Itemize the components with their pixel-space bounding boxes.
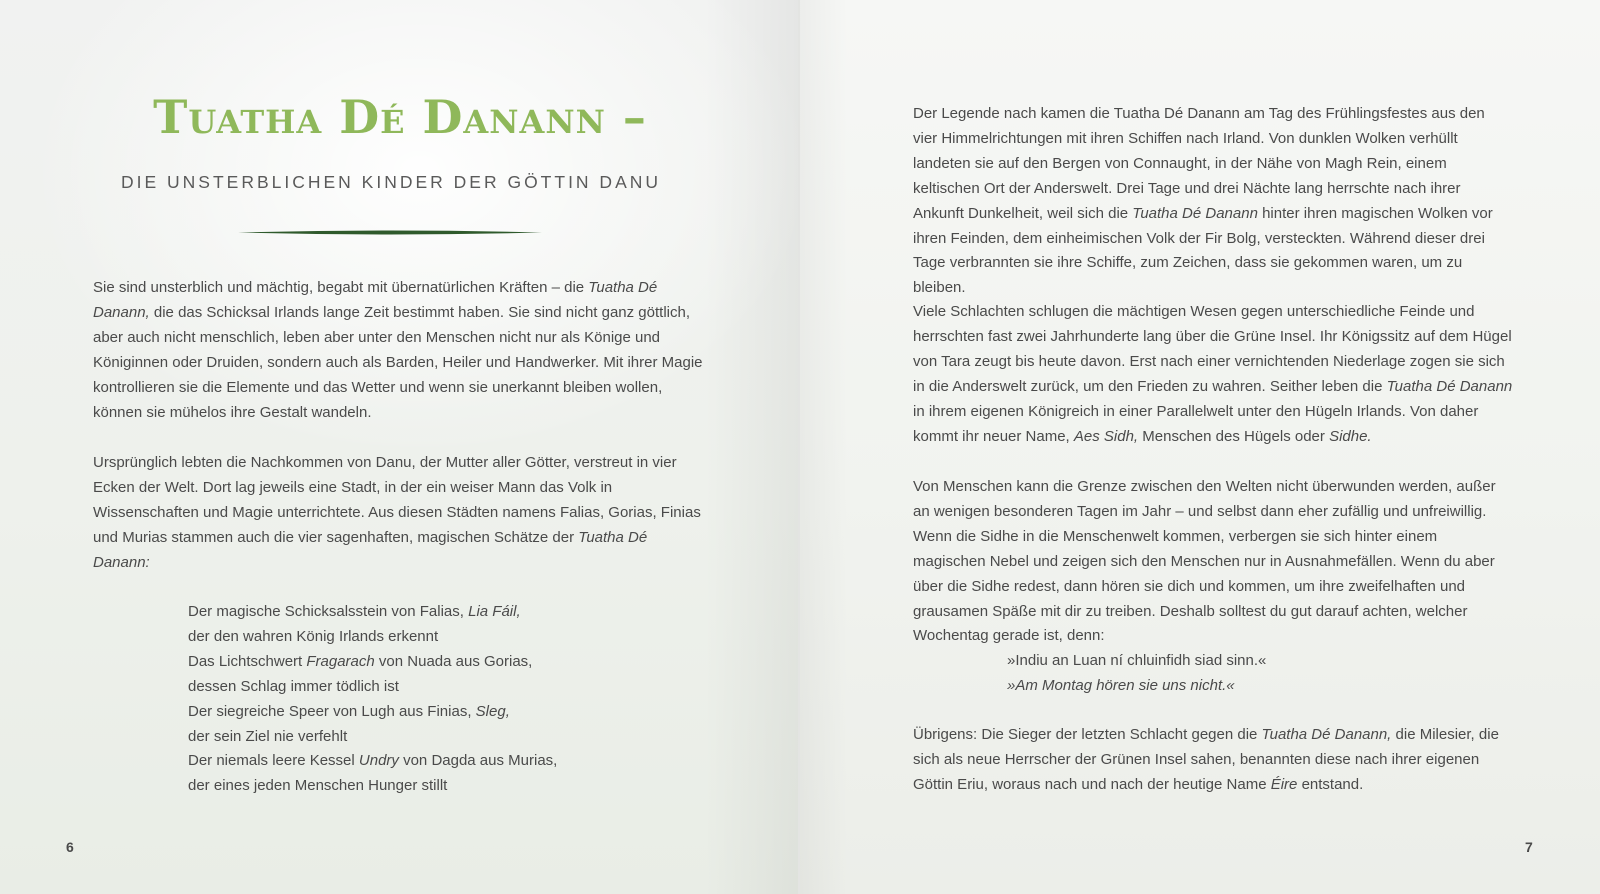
quote-translation: »Am Montag hören sie uns nicht.« <box>1007 676 1235 694</box>
verse-line: der sein Ziel nie verfehlt <box>188 727 348 745</box>
left-paragraph-1: Sie sind unsterblich und mächtig, begabt mit übernatürlichen Kräften – die Tuatha Dé Danann, die das Schicksal Irlands lange Zeit bestimmt haben. Sie sind nicht ganz göttlich, aber auch nicht menschlich, leben aber unter den Menschen nicht nur als Könige und Königinnen oder Druiden, sondern auch als Barden, Heiler und Handwerker. Mit ihrer Magie kontrollieren sie die Elemente und das Wetter und wenn sie unerkannt bleiben wollen, können sie mühelos ihre Gestalt wandeln. <box>93 279 703 421</box>
title-divider <box>238 230 542 235</box>
chapter-title: Tuatha Dé Danann – <box>153 90 647 144</box>
chapter-subtitle: DIE UNSTERBLICHEN KINDER DER GÖTTIN DANU <box>120 172 662 192</box>
right-paragraph-1: Der Legende nach kamen die Tuatha Dé Danann am Tag des Frühlingsfestes aus den vier Himmelrichtungen mit ihren Schiffen nach Irland. Von dunklen Wolken verhüllt landeten sie auf den Bergen von Connaught, in der Nähe von Magh Rein, einem keltischen Ort der Anderswelt. Drei Tage und drei Nächte lang herrschte nach ihrer Ankunft Dunkelheit, weil sich die Tuatha Dé Danann hinter ihren magischen Wolken vor ihren Feinden, dem einheimischen Volk der Fir Bolg, versteckten. Während dieser drei Tage verbrannten sie ihre Schiffe, zum Zeichen, dass sie gekommen waren, um zu bleiben. <box>913 105 1493 297</box>
irish-quote <box>1007 649 1507 699</box>
right-paragraph-4: Übrigens: Die Sieger der letzten Schlacht gegen die Tuatha Dé Danann, die Milesier, die sich als neue Herrscher der Grünen Insel sahen, benannten diese nach ihrer eigenen Göttin Eriu, woraus nach und nach der heutige Name Éire entstand. <box>913 726 1499 793</box>
page-number-left: 6 <box>66 839 74 855</box>
right-page <box>800 0 1600 894</box>
verse-line: Das Lichtschwert Fragarach von Nuada aus Gorias, <box>188 652 533 670</box>
treasure-verse <box>188 600 708 799</box>
right-paragraph-2: Viele Schlachten schlugen die mächtigen Wesen gegen unterschiedliche Feinde und herrschten fast zwei Jahrhunderte lang über die Grüne Insel. Ihr Königssitz auf dem Hügel von Tara zeugt bis heute davon. Erst nach einer vernichtenden Niederlage zogen sie sich in die Anderswelt zurück, um den Frieden zu wahren. Seither leben die Tuatha Dé Danann in ihrem eigenen Königreich in einer Parallelwelt unter den Hügeln Irlands. Von daher kommt ihr neuer Name, Aes Sidh, Menschen des Hügels oder Sidhe. <box>913 303 1513 445</box>
verse-line: der eines jeden Menschen Hunger stillt <box>188 777 448 795</box>
right-paragraph-3: Von Menschen kann die Grenze zwischen den Welten nicht überwunden werden, außer an wenigen besonderen Tagen im Jahr – und selbst dann eher zufällig und unfreiwillig. Wenn die Sidhe in die Menschenwelt kommen, verbergen sie sich hinter einem magischen Nebel und zeigen sich den Menschen nur in Ausnahmefällen. Wenn du aber über die Sidhe redest, dann hören sie dich und kommen, um ihre zweifelhaften und grausamen Späße mit dir zu treiben. Deshalb solltest du gut darauf achten, welcher Wochentag gerade ist, denn: <box>913 478 1496 645</box>
verse-line: der den wahren König Irlands erkennt <box>188 627 439 645</box>
verse-line: Der niemals leere Kessel Undry von Dagda aus Murias, <box>188 752 558 770</box>
verse-line: Der siegreiche Speer von Lugh aus Finias, Sleg, <box>188 702 510 720</box>
page-number-right: 7 <box>1525 839 1533 855</box>
left-paragraph-2: Ursprünglich lebten die Nachkommen von Danu, der Mutter aller Götter, verstreut in vier Ecken der Welt. Dort lag jeweils eine Stadt, in der ein weiser Mann das Volk in Wissenschaften und Magie unterrichtete. Aus diesen Städten namens Falias, Gorias, Finias und Murias stammen auch die vier sagenhaften, magischen Schätze der Tuatha Dé Danann: <box>93 454 701 571</box>
quote-irish: »Indiu an Luan ní chluinfidh siad sinn.« <box>1007 652 1267 669</box>
verse-line: Der magische Schicksalsstein von Falias, Lia Fáil, <box>188 603 521 620</box>
verse-line: dessen Schlag immer tödlich ist <box>188 677 399 695</box>
divider-swash <box>238 231 542 235</box>
